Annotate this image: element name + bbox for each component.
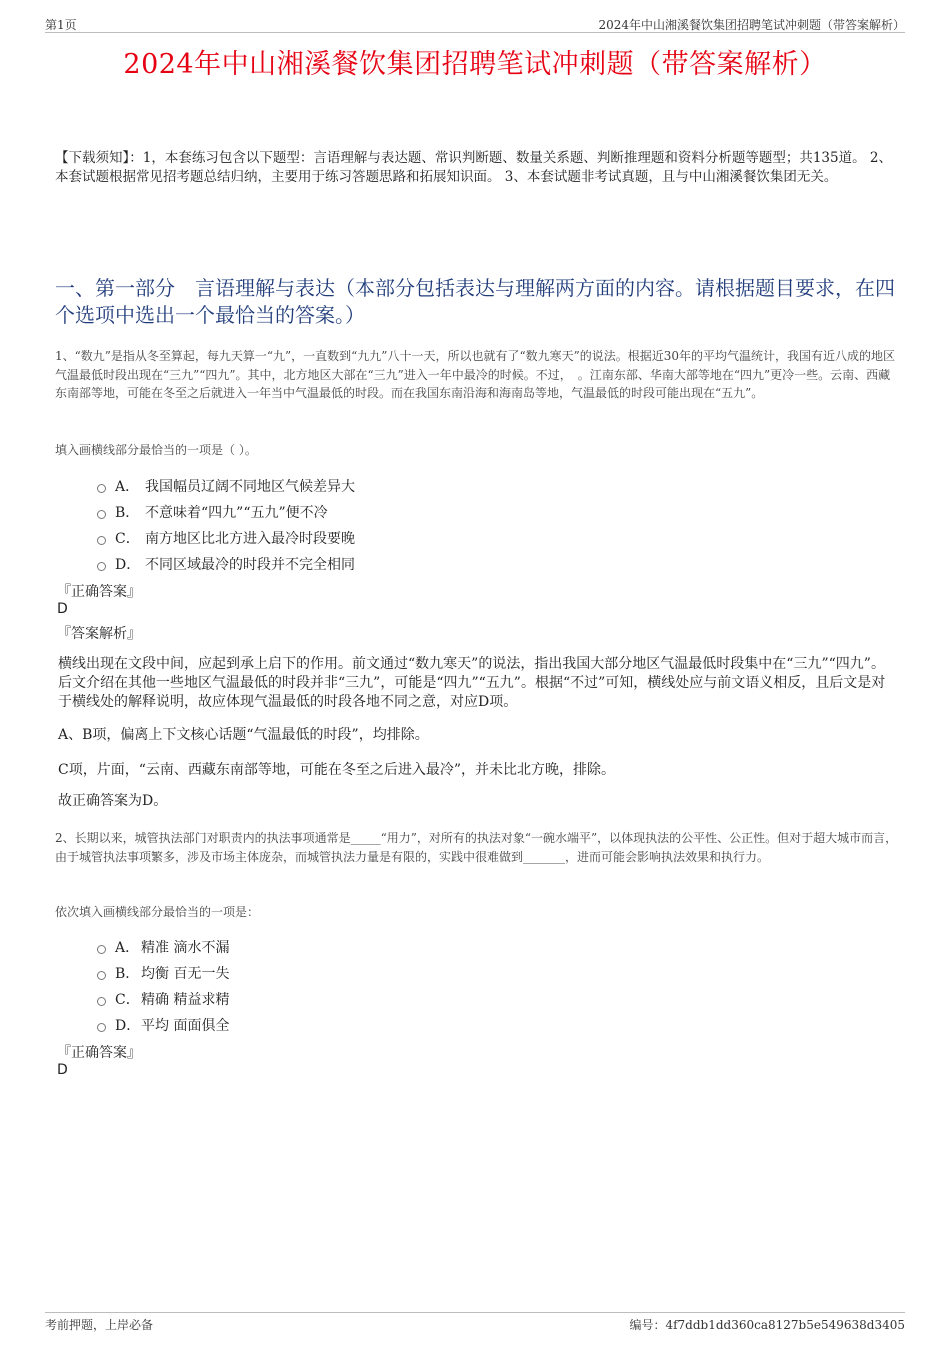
radio-icon[interactable] [97,484,106,493]
radio-icon[interactable] [97,1023,106,1032]
question-1-analysis-p3: C项，片面，“云南、西藏东南部等地，可能在冬至之后进入最冷”，并未比北方晚，排除。 [58,762,616,778]
question-1-answer: D [57,601,68,617]
page-number: 第1页 [45,18,77,32]
page-header [45,14,905,33]
section-heading: 一、第一部分 言语理解与表达（本部分包括表达与理解两方面的内容。请根据题目要求，在四个选项中选出一个最恰当的答案。） [55,276,895,327]
question-1-prompt: 填入画横线部分最恰当的一项是（ ）。 [55,443,257,457]
document-title: 2024年中山湘溪餐饮集团招聘笔试冲刺题（带答案解析） [123,49,827,80]
question-1-analysis-p2: A、B项，偏离上下文核心话题“气温最低的时段”，均排除。 [58,727,429,743]
radio-icon[interactable] [97,510,106,519]
radio-icon[interactable] [97,562,106,571]
question-2-answer: D [57,1062,68,1078]
radio-icon[interactable] [97,971,106,980]
footer-doc-id: 编号：4f7ddb1dd360ca8127b5e549638d3405 [629,1318,905,1332]
footer-slogan: 考前押题，上岸必备 [45,1318,154,1332]
question-1-analysis-p4: 故正确答案为D。 [58,793,168,809]
download-notice: 【下载须知】：1，本套练习包含以下题型：言语理解与表达题、常识判断题、数量关系题、判断推理题和资料分析题等题型；共135道。 2、本套试题根据常见招考题总结归纳，主要用于练习答题思路和拓展知识面。 3、本套试题非考试真题，且与中山湘溪餐饮集团无关。 [55,150,892,185]
header-doc-title: 2024年中山湘溪餐饮集团招聘笔试冲刺题（带答案解析） [598,18,905,32]
radio-icon[interactable] [97,997,106,1006]
radio-icon[interactable] [97,945,106,954]
question-1-stem: 1、“数九”是指从冬至算起，每九天算一“九”，一直数到“九九”八十一天，所以也就有了“数九寒天”的说法。根据近30年的平均气温统计，我国有近八成的地区气温最低时段出现在“三九”“四九”。其中，北方地区大部在“三九”进入一年中最冷的时候。不过， 。江南东部、华南大部等地在“四九”更冷一些。云南、西藏东南部等地，可能在冬至之后就进入一年当中气温最低的时段。而在我国东南沿海和海南岛等地，气温最低的时段可能出现在“五九”。 [55,349,895,400]
question-1-answer-label: 『正确答案』 [57,584,141,600]
radio-icon[interactable] [97,536,106,545]
question-2-prompt: 依次填入画横线部分最恰当的一项是： [55,905,260,919]
page-footer [45,1312,905,1332]
question-2-stem: 2、长期以来，城管执法部门对职责内的执法事项通常是_____“用力”，对所有的执法对象“一碗水端平”，以体现执法的公平性、公正性。但对于超大城市而言，由于城管执法事项繁多，涉及市场主体庞杂，而城管执法力量是有限的，实践中很难做到_______，进而可能会影响执法效果和执行力。 [55,831,898,864]
question-1-analysis-label: 『答案解析』 [57,626,141,642]
question-2-answer-label: 『正确答案』 [57,1045,141,1061]
question-1-analysis-p1: 横线出现在文段中间，应起到承上启下的作用。前文通过“数九寒天”的说法，指出我国大部分地区气温最低时段集中在“三九”“四九”。后文介绍在其他一些地区气温最低的时段并非“三九”，可能是“四九”“五九”。根据“不过”可知，横线处应与前文语义相反，且后文是对于横线处的解释说明，故应体现气温最低的时段各地不同之意，对应D项。 [58,656,886,710]
